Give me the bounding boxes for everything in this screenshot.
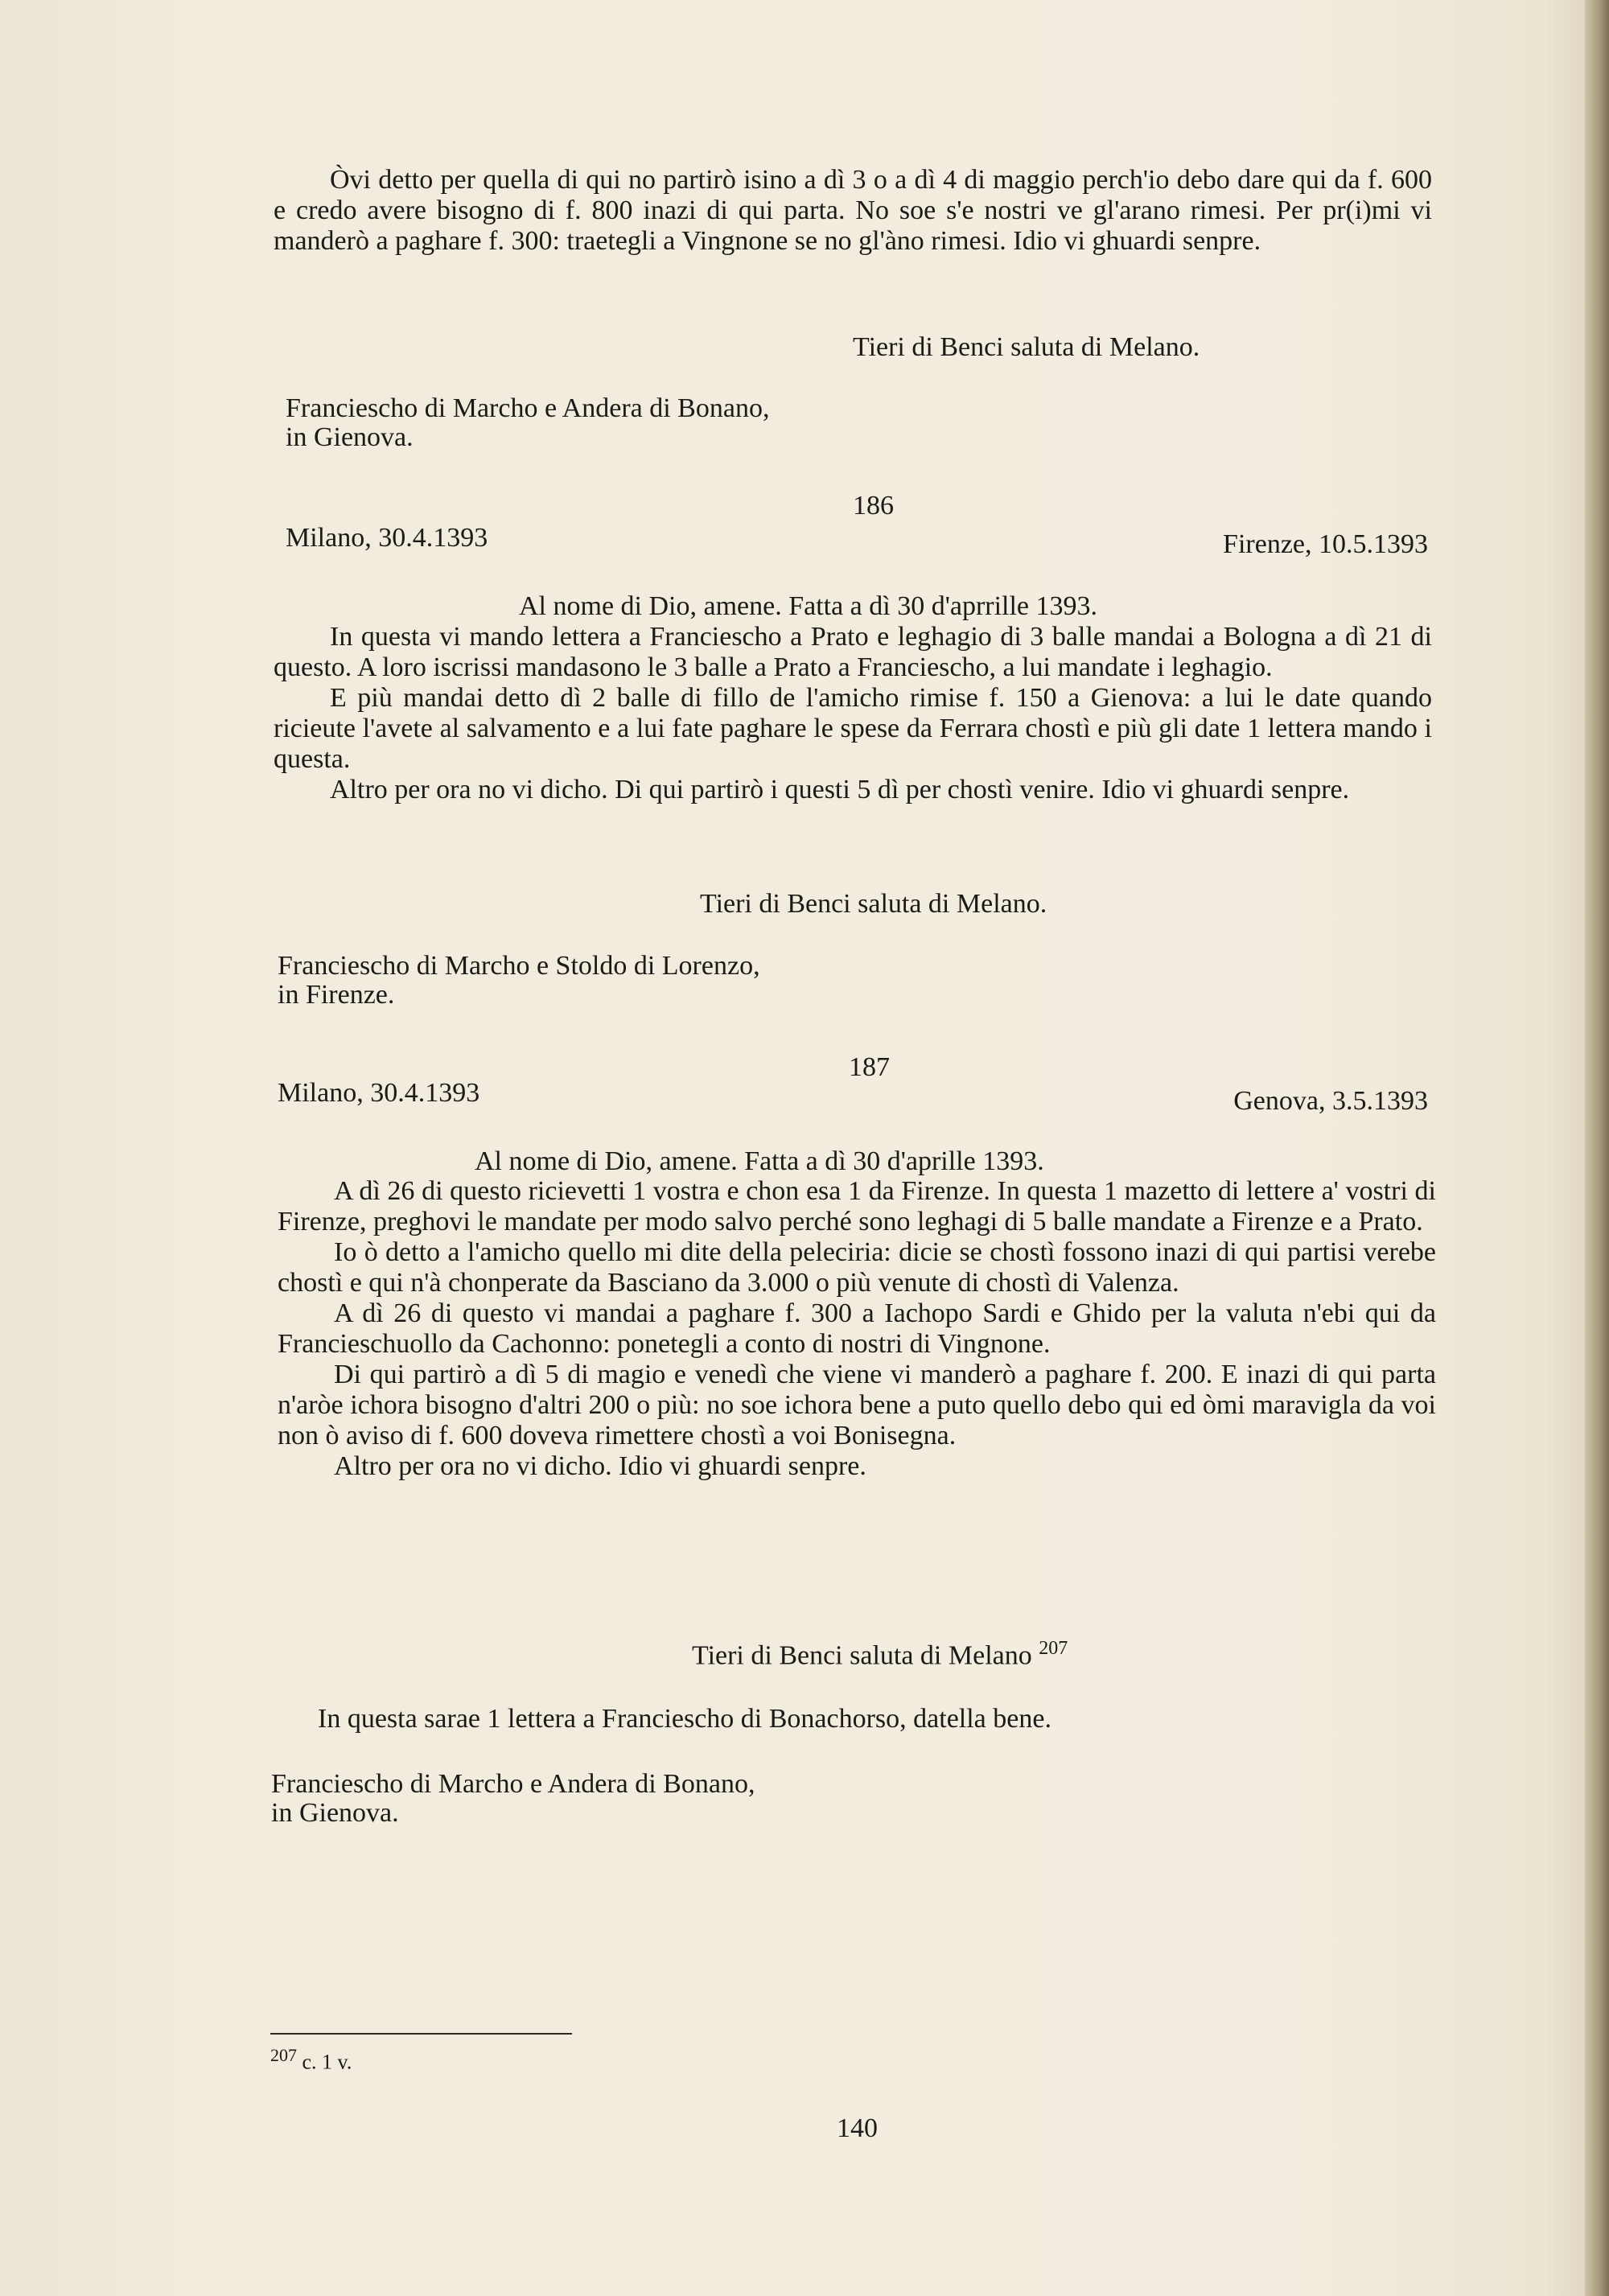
footnote-reference[interactable]: 207 [1039,1638,1068,1659]
book-spine-shadow [1585,0,1609,2296]
letter-187-paragraph: A dì 26 di questo vi mandai a paghare f. 300 a Iachopo Sardi e Ghido per la valuta n'ebi qui da Francieschuollo da Cachonno: ponetegli a conto di nostri di Vingnone. [278,1298,1436,1359]
letter-186-invocation: Al nome di Dio, amene. Fatta a dì 30 d'aprrille 1393. [519,591,1098,621]
address-line: in Gienova. [271,1798,399,1828]
address-line: Franciescho di Marcho e Andera di Bonano, [271,1769,755,1799]
footnote [270,2045,352,2075]
letter-187-paragraph: Di qui partirò a dì 5 di magio e venedì che viene vi manderò a paghare f. 200. E inazi di qui parta n'aròe ichora bisogno d'altri 200 o più: no soe ichora bene a puto quello debo qui ed òmi maravigla da voi non ò aviso di f. 600 doveva rimettere chostì a voi Bonisegna. [278,1360,1436,1450]
previous-letter-body [274,165,1432,257]
letter-186-paragraph: E più mandai detto dì 2 balle di fillo de l'amicho rimise f. 150 a Gienova: a lui le date quando ricieute l'avete al salvamento e a lui fate paghare le spese da Ferrara chostì e più gli date 1 lettera mando i questa. [274,683,1432,774]
address-line: Franciescho di Marcho e Andera di Bonano, [286,393,770,423]
letter-187-body [278,1176,1436,1482]
letter-187-paragraph: Io ò detto a l'amicho quello mi dite della peleciria: dicie se chostì fossono inazi di qui partisi verebe chostì e qui n'à chonperate da Basciano da 3.000 o più venute di chostì di Valenza. [278,1237,1436,1298]
letter-186-address [278,952,760,1010]
letter-186-destination-date: Firenze, 10.5.1393 [1223,529,1428,559]
address-line: in Firenze. [278,980,395,1010]
previous-letter-signature: Tieri di Benci saluta di Melano. [853,332,1200,362]
letter-187-paragraph: Altro per ora no vi dicho. Idio vi ghuardi senpre. [334,1451,866,1481]
letter-187-invocation: Al nome di Dio, amene. Fatta a dì 30 d'aprille 1393. [475,1146,1044,1176]
letter-186-origin-date: Milano, 30.4.1393 [286,523,488,553]
letter-186-body [274,622,1432,805]
letter-186-signature: Tieri di Benci saluta di Melano. [700,889,1047,919]
letter-187-signature [692,1633,1068,1671]
previous-letter-paragraph: Òvi detto per quella di qui no partirò isino a dì 3 o a dì 4 di maggio perch'io debo dare qui da f. 600 e credo avere bisogno di f. 800 inazi di qui parta. No soe s'e nostri ve gl'arano rimesi. Per pr(i)mi vi manderò a paghare f. 300: traetegli a Vingnone se no gl'àno rimesi. Idio vi ghuardi senpre. [274,165,1432,256]
footnote-divider [270,2033,572,2035]
letter-number-186: 186 [853,491,894,521]
signature-text: Tieri di Benci saluta di Melano [692,1640,1032,1671]
letter-187-destination-date: Genova, 3.5.1393 [1233,1086,1428,1116]
previous-letter-address [286,394,769,452]
footnote-text: c. 1 v. [302,2050,352,2074]
address-line: in Gienova. [286,422,414,452]
letter-186-paragraph: Altro per ora no vi dicho. Di qui partirò i questi 5 dì per chostì venire. Idio vi ghuardi senpre. [330,775,1350,804]
footnote-marker: 207 [270,2045,297,2065]
address-line: Franciescho di Marcho e Stoldo di Lorenzo, [278,951,760,981]
letter-187-postscript: In questa sarae 1 lettera a Franciescho di Bonachorso, datella bene. [318,1704,1051,1734]
letter-number-187: 187 [849,1052,890,1082]
page-number: 140 [837,2113,878,2143]
letter-187-address [271,1770,755,1828]
letter-187-paragraph: A dì 26 di questo ricievetti 1 vostra e chon esa 1 da Firenze. In questa 1 mazetto di lettere a' vostri di Firenze, preghovi le mandate per modo salvo perché sono leghagi di 5 balle mandate a Firenze e a Prato. [278,1176,1436,1236]
letter-187-origin-date: Milano, 30.4.1393 [278,1078,480,1108]
letter-186-paragraph: In questa vi mando lettera a Franciescho a Prato e leghagio di 3 balle mandai a Bologna a dì 21 di questo. A loro iscrissi mandasono le 3 balle a Prato a Franciescho, a lui mandate i leghagio. [274,622,1432,682]
